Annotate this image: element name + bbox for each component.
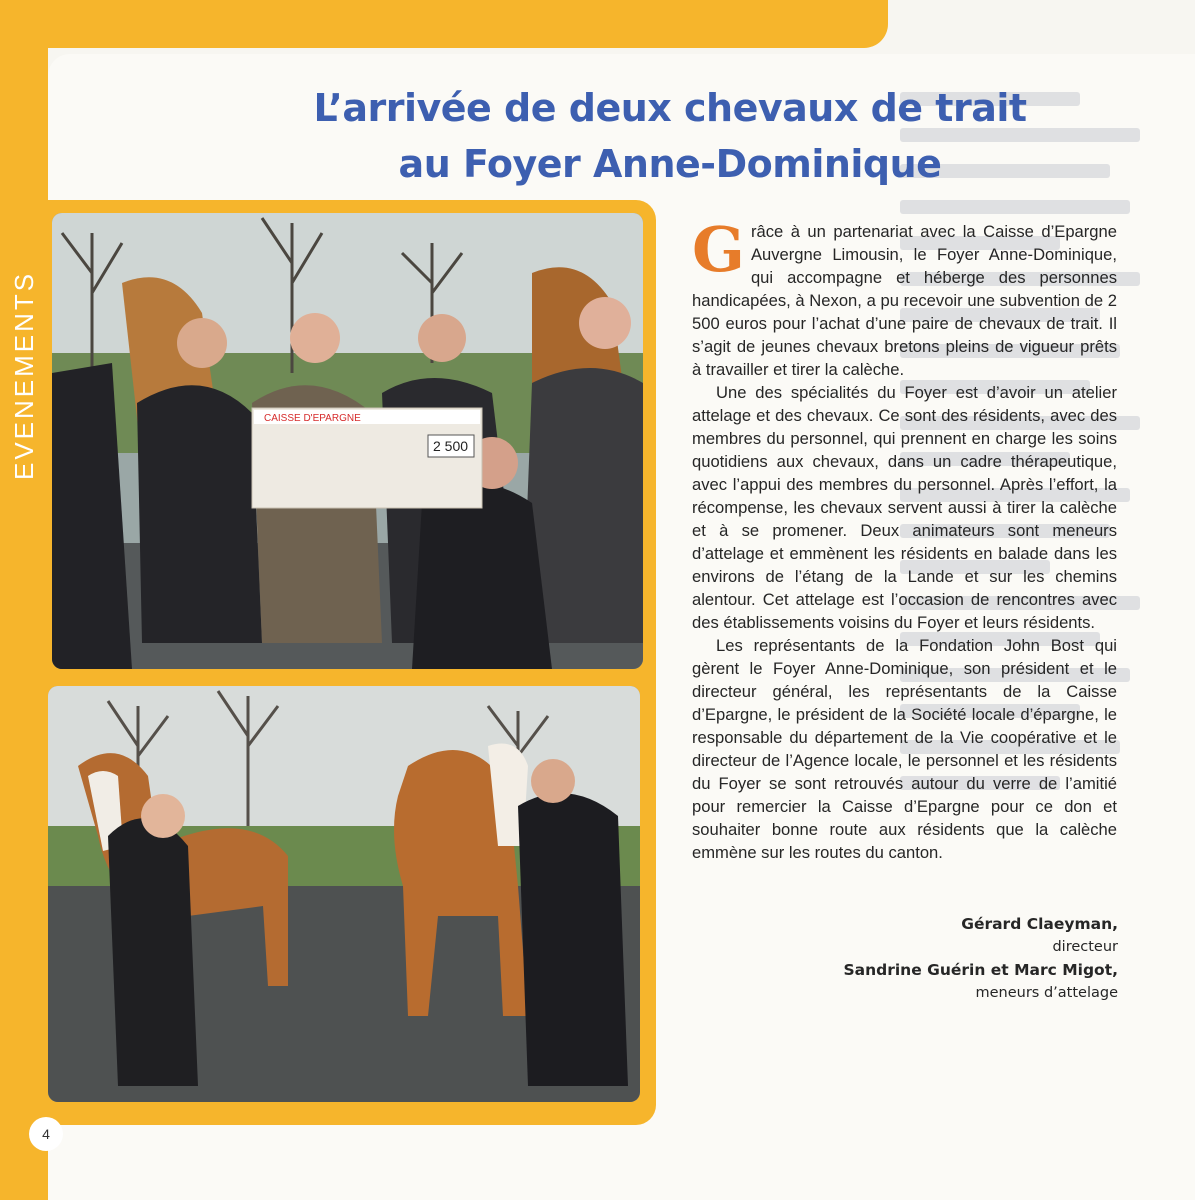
page-number: 4	[29, 1117, 63, 1151]
photo-cheque-ceremony	[52, 213, 643, 669]
cheque-bank-name: CAISSE D'EPARGNE	[264, 413, 361, 424]
left-frame-band	[0, 0, 48, 1200]
top-frame-band	[0, 0, 888, 48]
dropcap: G	[692, 213, 745, 286]
paragraph-1	[692, 213, 1117, 381]
article-body	[692, 213, 1117, 864]
title-line-1: L’arrivée de deux chevaux de trait	[313, 86, 1027, 130]
signature-name-1: Gérard Claeyman,	[961, 915, 1118, 933]
signature-role-1: directeur	[1052, 939, 1118, 955]
paragraph-3: Les représentants de la Fondation John Bost qui gèrent le Foyer Anne-Dominique, son président et le directeur général, les représentants de la Caisse d’Epargne, le président de la Société locale d’épargne, le responsable du département de la Vie coopérative et le directeur de l’Agence locale, le personnel et les résidents du Foyer se sont retrouvés autour du verre de l’amitié pour remercier la Caisse d’Epargne pour ce don et souhaiter bonne route aux résidents que la calèche emmène sur les routes du canton.	[692, 636, 1117, 862]
title-line-2: au Foyer Anne-Dominique	[398, 142, 942, 186]
signatures	[700, 913, 1118, 1005]
paragraph-2: Une des spécialités du Foyer est d’avoir un atelier attelage et des chevaux. Ce sont des résidents, avec des membres du personnel, qui prennent en charge les soins quotidiens aux chevaux, dans un cadre thérapeutique, avec l’appui des membres du personnel. Après l’effort, la récompense, les chevaux servent aussi à tirer la calèche et à se promener. Deux animateurs sont meneurs d’attelage et emmènent les résidents en balade dans les environs de l’étang de la Lande et sur les chemins alentour. Cet attelage est l’occasion de rencontres avec des établissements voisins du Foyer et leurs résidents.	[692, 383, 1117, 632]
article-title	[290, 80, 1050, 192]
paragraph-1-text: râce à un partenariat avec la Caisse d’Epargne Auvergne Limousin, le Foyer Anne-Dominique, qui accompagne et héberge des personnes handicapées, à Nexon, a pu recevoir une subvention de 2 500 euros pour l’achat d’une paire de chevaux de trait. Il s’agit de jeunes chevaux bretons pleins de vigueur prêts à travailler et tirer la calèche.	[692, 222, 1117, 379]
cheque-amount: 2 500	[433, 438, 469, 454]
signature-role-2: meneurs d’attelage	[975, 985, 1118, 1001]
photo-horses-and-handlers	[48, 686, 640, 1102]
signature-name-2: Sandrine Guérin et Marc Migot,	[843, 961, 1118, 979]
section-label: EVENEMENTS	[9, 270, 39, 480]
